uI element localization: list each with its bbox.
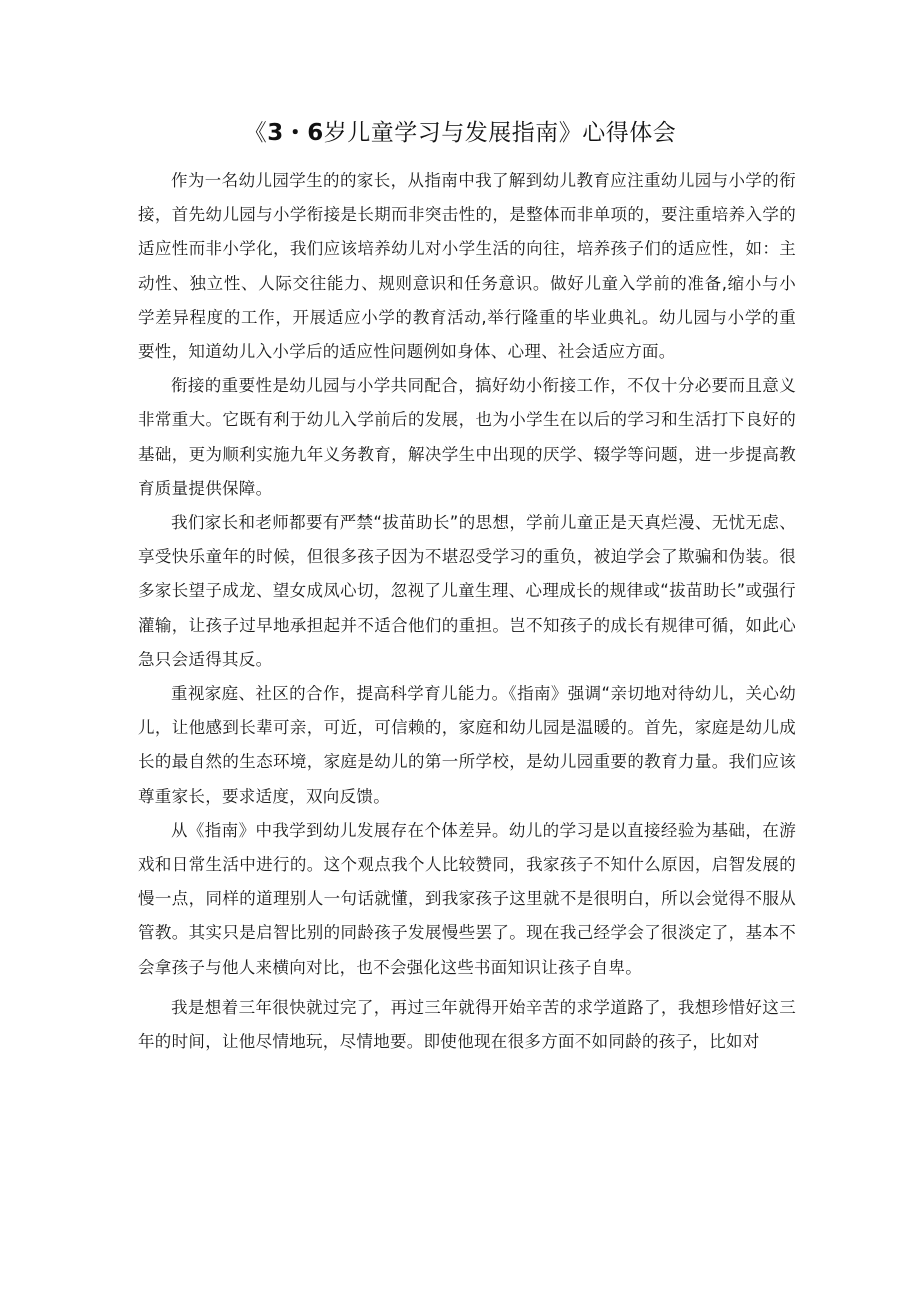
paragraph-1: 作为一名幼儿园学生的的家长，从指南中我了解到幼儿教育应注重幼儿园与小学的衔接，首先幼儿园与小学衔接是长期而非突击性的，是整体而非单项的，要注重培养入学的适应性而非小学化，我们应该培养幼儿对小学生活的向往，培养孩子们的适应性，如：主动性、独立性、人际交往能力、规则意识和任务意识。做好儿童入学前的准备,缩小与小学差异程度的工作，开展适应小学的教育活动,举行隆重的毕业典礼。幼儿园与小学的重要性，知道幼儿入小学后的适应性问题例如身体、心理、社会适应方面。 <box>138 171 796 362</box>
paragraph-4: 重视家庭、社区的合作，提高科学育儿能力。《指南》强调“亲切地对待幼儿，关心幼儿，让他感到长辈可亲，可近，可信赖的，家庭和幼儿园是温暖的。首先，家庭是幼儿成长的最自然的生态环境，家庭是幼儿的第一所学校，是幼儿园重要的教育力量。我们应该尊重家长，要求适度，双向反馈。 <box>138 684 796 806</box>
paragraph-2: 衔接的重要性是幼儿园与小学共同配合，搞好幼小衔接工作，不仅十分必要而且意义非常重大。它既有利于幼儿入学前后的发展，也为小学生在以后的学习和生活打下良好的基础，更为顺利实施九年义务教育，解决学生中出现的厌学、辍学等问题，进一步提高教育质量提供保障。 <box>138 376 796 498</box>
document-body <box>138 164 796 1059</box>
document-title <box>0 114 920 147</box>
title-number: 3・6 <box>267 120 324 146</box>
paragraph-5: 从《指南》中我学到幼儿发展存在个体差异。幼儿的学习是以直接经验为基础，在游戏和日常生活中进行的。这个观点我个人比较赞同，我家孩子不知什么原因，启智发展的慢一点，同样的道理别人一句话就懂，到我家孩子这里就不是很明白，所以会觉得不服从管教。其实只是启智比别的同龄孩子发展慢些罢了。现在我己经学会了很淡定了，基本不会拿孩子与他人来横向对比，也不会强化这些书面知识让孩子自卑。 <box>138 820 796 977</box>
title-text: 岁儿童学习与发展指南》心得体会 <box>323 120 677 146</box>
paragraph-6: 我是想着三年很快就过完了，再过三年就得开始辛苦的求学道路了，我想珍惜好这三年的时间，让他尽情地玩，尽情地要。即使他现在很多方面不如同龄的孩子，比如对 <box>138 997 796 1052</box>
paragraph-3: 我们家长和老师都要有严禁“拔苗助长”的思想，学前儿童正是天真烂漫、无忧无虑、享受快乐童年的时候，但很多孩子因为不堪忍受学习的重负，被迫学会了欺骗和伪装。很多家长望子成龙、望女成凤心切，忽视了儿童生理、心理成长的规律或“拔苗助长”或强行灌输，让孩子过早地承担起并不适合他们的重担。岂不知孩子的成长有规律可循，如此心急只会适得其反。 <box>138 513 796 669</box>
title-prefix: 《 <box>243 120 268 146</box>
